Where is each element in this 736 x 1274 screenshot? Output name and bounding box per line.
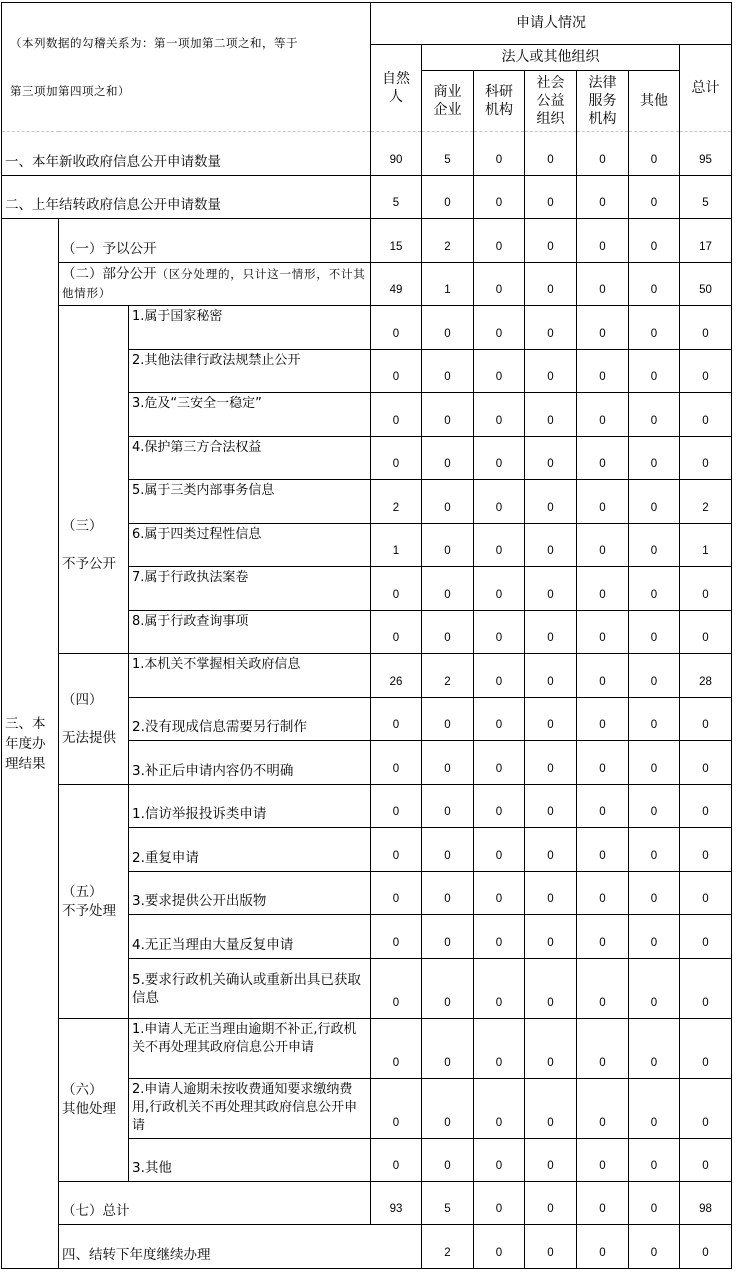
cell-research: 0 <box>474 828 525 872</box>
row-label-new-requests: 一、本年新收政府信息公开申请数量 <box>2 132 371 176</box>
cell-legal-service: 0 <box>577 393 629 437</box>
cell-research: 0 <box>474 306 525 350</box>
cell-total: 1 <box>680 524 732 567</box>
cell-public-welfare: 0 <box>525 567 577 611</box>
table-row <box>2 132 732 176</box>
cell-commercial: 0 <box>422 350 474 393</box>
cell-commercial: 0 <box>474 1225 525 1269</box>
item-label: 2.申请人逾期未按收费通知要求缴纳费用,行政机关不再处理其政府信息公开申请 <box>129 1079 371 1139</box>
public-welfare-org-header: 社会公益组织 <box>525 71 577 132</box>
cell-other: 0 <box>629 132 680 176</box>
cell-research: 0 <box>474 219 525 263</box>
cell-commercial: 0 <box>422 437 474 480</box>
cell-total: 17 <box>680 219 732 263</box>
item-label: 4.保护第三方合法权益 <box>129 437 371 480</box>
cell-other: 0 <box>629 915 680 959</box>
item-label: 3.其他 <box>129 1139 371 1182</box>
cell-legal-service: 0 <box>577 350 629 393</box>
total-header: 总计 <box>680 45 732 132</box>
cell-natural-person: 0 <box>371 611 422 654</box>
cell-total: 0 <box>680 1139 732 1182</box>
cell-research: 0 <box>474 872 525 915</box>
cell-public-welfare: 0 <box>525 437 577 480</box>
legal-service-org-header: 法律服务机构 <box>577 71 629 132</box>
cell-other: 0 <box>629 1139 680 1182</box>
table-row <box>2 219 732 263</box>
cell-natural-person: 26 <box>371 654 422 698</box>
item-label: 5.属于三类内部事务信息 <box>129 480 371 524</box>
cell-natural-person: 0 <box>371 306 422 350</box>
cell-commercial: 0 <box>422 393 474 437</box>
table-row <box>2 1182 732 1225</box>
cell-natural-person: 0 <box>371 698 422 741</box>
item-label: 2.其他法律行政法规禁止公开 <box>129 350 371 393</box>
cell-other: 0 <box>629 785 680 828</box>
cell-public-welfare: 0 <box>525 306 577 350</box>
item-label: 1.本机关不掌握相关政府信息 <box>129 654 371 698</box>
cell-research: 0 <box>474 132 525 176</box>
cell-other: 0 <box>629 480 680 524</box>
cell-legal-service: 0 <box>577 437 629 480</box>
cell-total: 0 <box>680 350 732 393</box>
cell-natural-person: 0 <box>371 350 422 393</box>
cell-natural-person: 0 <box>371 741 422 785</box>
item-label: 1.信访举报投诉类申请 <box>129 785 371 828</box>
cell-commercial: 0 <box>422 1079 474 1139</box>
cell-other: 0 <box>629 393 680 437</box>
table-row <box>2 1019 732 1079</box>
cell-legal-service: 0 <box>577 785 629 828</box>
row-label-disclosed: （一）予以公开 <box>59 219 371 263</box>
cell-commercial: 0 <box>422 1139 474 1182</box>
group-not-processed-name: 不予处理 <box>62 902 116 919</box>
cell-research: 0 <box>474 698 525 741</box>
item-label: 1.申请人无正当理由逾期不补正,行政机关不再处理其政府信息公开申请 <box>129 1019 371 1079</box>
cell-public-welfare: 0 <box>525 654 577 698</box>
cell-total: 0 <box>680 698 732 741</box>
cell-public-welfare: 0 <box>525 1139 577 1182</box>
group-other-handling-index: （六） <box>62 1082 103 1098</box>
cell-research: 0 <box>474 741 525 785</box>
cell-research: 0 <box>474 1079 525 1139</box>
applicant-situation-header: 申请人情况 <box>371 3 732 45</box>
cell-research: 0 <box>474 176 525 219</box>
cell-public-welfare: 0 <box>525 785 577 828</box>
cell-commercial: 5 <box>422 132 474 176</box>
table-row <box>2 785 732 828</box>
group-other-handling-label <box>59 1019 129 1182</box>
group-not-disclosed-label <box>59 306 129 654</box>
group-not-processed-label <box>59 785 129 1019</box>
cell-legal-service: 0 <box>577 219 629 263</box>
cell-research: 0 <box>474 263 525 306</box>
cell-legal-service: 0 <box>577 524 629 567</box>
cell-total: 0 <box>680 1019 732 1079</box>
cell-public-welfare: 0 <box>525 219 577 263</box>
section-3-label: 三、本年度办理结果 <box>2 219 59 1269</box>
cell-other: 0 <box>629 1019 680 1079</box>
cell-commercial: 1 <box>422 263 474 306</box>
cell-public-welfare: 0 <box>525 872 577 915</box>
cell-natural-person: 0 <box>371 915 422 959</box>
item-label: 7.属于行政执法案卷 <box>129 567 371 611</box>
cell-total: 0 <box>680 567 732 611</box>
cell-other: 0 <box>629 350 680 393</box>
table-row <box>2 654 732 698</box>
group-not-disclosed-index: （三） <box>62 517 103 534</box>
cell-research: 0 <box>474 567 525 611</box>
group-unable-index: （四） <box>62 692 103 708</box>
cell-commercial: 0 <box>422 785 474 828</box>
cell-total: 5 <box>680 176 732 219</box>
cell-legal-service: 0 <box>577 915 629 959</box>
cell-legal-service: 0 <box>577 306 629 350</box>
item-label: 2.没有现成信息需要另行制作 <box>129 698 371 741</box>
cell-commercial: 0 <box>422 567 474 611</box>
cell-other: 0 <box>629 1182 680 1225</box>
cell-total: 0 <box>680 306 732 350</box>
cell-research: 0 <box>474 1019 525 1079</box>
cell-total: 0 <box>680 828 732 872</box>
research-institution-header: 科研机构 <box>474 71 525 132</box>
cell-natural-person: 5 <box>371 176 422 219</box>
cell-public-welfare: 0 <box>525 828 577 872</box>
item-label: 5.要求行政机关确认或重新出具已获取信息 <box>129 959 371 1019</box>
cell-research: 0 <box>474 611 525 654</box>
cell-total: 0 <box>680 915 732 959</box>
cell-public-welfare: 0 <box>525 393 577 437</box>
cell-legal-service: 0 <box>629 1225 680 1269</box>
cell-public-welfare: 0 <box>525 350 577 393</box>
cell-commercial: 0 <box>422 828 474 872</box>
cell-legal-service: 0 <box>577 654 629 698</box>
cell-commercial: 0 <box>422 741 474 785</box>
cell-public-welfare: 0 <box>525 263 577 306</box>
cell-public-welfare: 0 <box>525 1182 577 1225</box>
cell-other: 0 <box>629 741 680 785</box>
row-label-carried-over: 二、上年结转政府信息公开申请数量 <box>2 176 371 219</box>
cell-natural-person: 1 <box>371 524 422 567</box>
cell-public-welfare: 0 <box>525 1019 577 1079</box>
commercial-enterprise-header: 商业企业 <box>422 71 474 132</box>
cell-natural-person: 2 <box>371 480 422 524</box>
cell-commercial: 0 <box>422 1019 474 1079</box>
cell-research: 0 <box>474 350 525 393</box>
item-label: 1.属于国家秘密 <box>129 306 371 350</box>
cell-public-welfare: 0 <box>525 959 577 1019</box>
cell-other: 0 <box>629 219 680 263</box>
cell-natural-person: 0 <box>371 1139 422 1182</box>
cell-commercial: 0 <box>422 480 474 524</box>
cell-total: 95 <box>680 132 732 176</box>
cell-commercial: 0 <box>422 524 474 567</box>
table-row <box>2 263 732 306</box>
cell-public-welfare: 0 <box>525 915 577 959</box>
cell-total: 0 <box>680 959 732 1019</box>
cell-total: 50 <box>680 263 732 306</box>
cell-natural-person: 2 <box>422 1225 474 1269</box>
cell-legal-service: 0 <box>577 1182 629 1225</box>
cell-total: 98 <box>680 1182 732 1225</box>
cell-legal-service: 0 <box>577 741 629 785</box>
cell-other: 0 <box>629 437 680 480</box>
cell-legal-service: 0 <box>577 132 629 176</box>
cell-commercial: 0 <box>422 176 474 219</box>
item-label: 3.危及“三安全一稳定” <box>129 393 371 437</box>
checksum-note-line1: （本列数据的勾稽关系为：第一项加第二项之和，等于 <box>10 36 298 50</box>
cell-other: 0 <box>629 263 680 306</box>
cell-total: 0 <box>680 741 732 785</box>
cell-research: 0 <box>474 915 525 959</box>
cell-research: 0 <box>474 437 525 480</box>
cell-legal-service: 0 <box>577 480 629 524</box>
cell-natural-person: 90 <box>371 132 422 176</box>
cell-natural-person: 0 <box>371 1019 422 1079</box>
table-row <box>2 1225 732 1269</box>
cell-other: 0 <box>629 872 680 915</box>
cell-public-welfare: 0 <box>525 611 577 654</box>
cell-commercial: 0 <box>422 611 474 654</box>
cell-other: 0 <box>629 306 680 350</box>
group-unable-to-provide-label <box>59 654 129 785</box>
cell-commercial: 0 <box>422 306 474 350</box>
cell-natural-person: 93 <box>371 1182 422 1225</box>
item-label: 4.无正当理由大量反复申请 <box>129 915 371 959</box>
cell-research: 0 <box>474 1139 525 1182</box>
cell-other: 0 <box>629 698 680 741</box>
cell-legal-service: 0 <box>577 872 629 915</box>
cell-natural-person: 0 <box>371 393 422 437</box>
cell-other: 0 <box>629 654 680 698</box>
cell-natural-person: 0 <box>371 828 422 872</box>
cell-legal-service: 0 <box>577 698 629 741</box>
cell-legal-service: 0 <box>577 959 629 1019</box>
group-unable-name: 无法提供 <box>62 730 116 746</box>
cell-public-welfare: 0 <box>525 1079 577 1139</box>
cell-total: 0 <box>680 393 732 437</box>
item-label: 3.补正后申请内容仍不明确 <box>129 741 371 785</box>
cell-other: 0 <box>629 567 680 611</box>
row-label-section-total: （七）总计 <box>59 1182 371 1225</box>
row-label-partially-disclosed <box>59 263 371 306</box>
partial-disclosure-main: （二）部分公开 <box>62 266 157 282</box>
cell-legal-service: 0 <box>577 567 629 611</box>
cell-commercial: 0 <box>422 872 474 915</box>
cell-other: 0 <box>629 611 680 654</box>
cell-natural-person: 0 <box>371 437 422 480</box>
cell-research: 0 <box>474 1182 525 1225</box>
cell-public-welfare: 0 <box>525 741 577 785</box>
cell-natural-person: 0 <box>371 785 422 828</box>
cell-total: 0 <box>680 437 732 480</box>
item-label: 8.属于行政查询事项 <box>129 611 371 654</box>
cell-legal-service: 0 <box>577 176 629 219</box>
checksum-note-line2: 第三项加第四项之和） <box>10 84 130 98</box>
cell-legal-service: 0 <box>577 1019 629 1079</box>
cell-natural-person: 15 <box>371 219 422 263</box>
cell-commercial: 2 <box>422 654 474 698</box>
cell-other: 0 <box>629 1079 680 1139</box>
cell-other: 0 <box>629 828 680 872</box>
cell-research: 0 <box>474 480 525 524</box>
cell-public-welfare: 0 <box>525 524 577 567</box>
cell-natural-person: 0 <box>371 959 422 1019</box>
cell-legal-service: 0 <box>577 263 629 306</box>
cell-public-welfare: 0 <box>525 176 577 219</box>
table-row <box>2 306 732 350</box>
cell-public-welfare: 0 <box>525 132 577 176</box>
cell-research: 0 <box>525 1225 577 1269</box>
cell-total: 0 <box>680 1079 732 1139</box>
cell-research: 0 <box>474 959 525 1019</box>
cell-total: 2 <box>680 480 732 524</box>
cell-total: 0 <box>680 611 732 654</box>
legal-or-other-header: 法人或其他组织 <box>422 45 680 71</box>
cell-natural-person: 0 <box>371 872 422 915</box>
item-label: 6.属于四类过程性信息 <box>129 524 371 567</box>
cell-commercial: 0 <box>422 959 474 1019</box>
cell-commercial: 2 <box>422 219 474 263</box>
cell-public-welfare: 0 <box>525 698 577 741</box>
cell-commercial: 0 <box>422 698 474 741</box>
group-not-processed-index: （五） <box>62 883 103 900</box>
cell-other: 0 <box>680 1225 732 1269</box>
group-other-handling-name: 其他处理 <box>62 1101 116 1117</box>
other-org-header: 其他 <box>629 71 680 132</box>
cell-commercial: 5 <box>422 1182 474 1225</box>
table-row <box>2 176 732 219</box>
cell-legal-service: 0 <box>577 611 629 654</box>
partial-disclosure-note: （区分处理的，只计这一情形，不计其他情形） <box>62 267 366 300</box>
checksum-note <box>2 3 371 132</box>
cell-legal-service: 0 <box>577 828 629 872</box>
cell-legal-service: 0 <box>577 1079 629 1139</box>
gov-info-disclosure-table <box>1 2 732 1269</box>
cell-total: 0 <box>680 872 732 915</box>
cell-research: 0 <box>474 654 525 698</box>
cell-public-welfare: 0 <box>577 1225 629 1269</box>
cell-research: 0 <box>474 785 525 828</box>
row-label-carry-forward: 四、结转下年度继续办理 <box>59 1225 422 1269</box>
cell-other: 0 <box>629 524 680 567</box>
cell-research: 0 <box>474 393 525 437</box>
cell-public-welfare: 0 <box>525 480 577 524</box>
cell-research: 0 <box>474 524 525 567</box>
natural-person-header: 自然人 <box>371 45 422 132</box>
cell-natural-person: 0 <box>371 1079 422 1139</box>
cell-other: 0 <box>629 959 680 1019</box>
cell-other: 0 <box>629 176 680 219</box>
cell-total: 0 <box>680 785 732 828</box>
item-label: 3.要求提供公开出版物 <box>129 872 371 915</box>
cell-legal-service: 0 <box>577 1139 629 1182</box>
cell-total: 28 <box>680 654 732 698</box>
item-label: 2.重复申请 <box>129 828 371 872</box>
cell-natural-person: 49 <box>371 263 422 306</box>
group-not-disclosed-name: 不予公开 <box>62 555 116 572</box>
cell-commercial: 0 <box>422 915 474 959</box>
cell-natural-person: 0 <box>371 567 422 611</box>
